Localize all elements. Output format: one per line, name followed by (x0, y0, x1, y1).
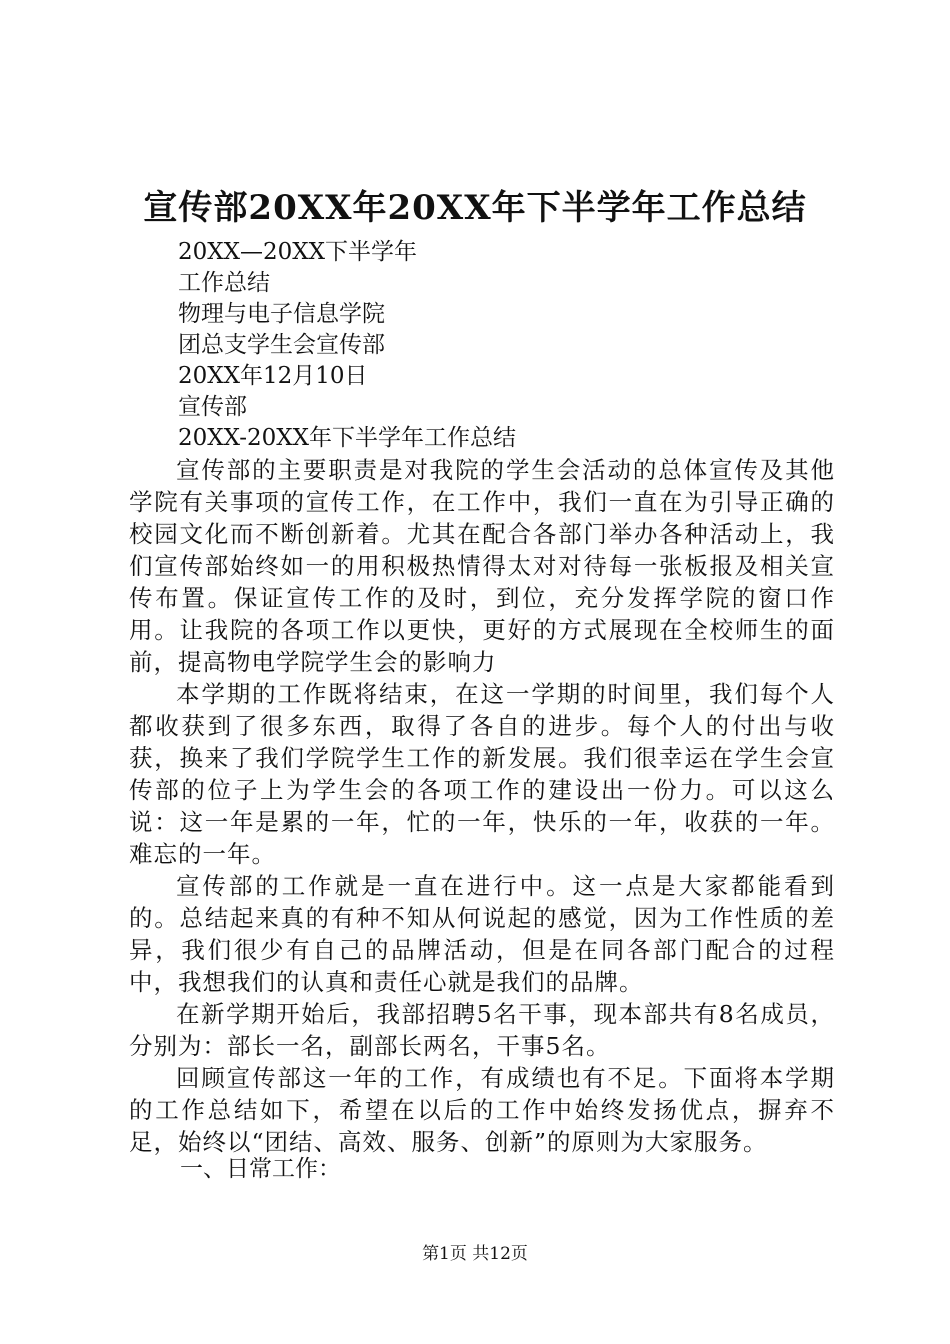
cover-line-college: 物理与电子信息学院 (178, 301, 385, 327)
section-heading-daily-work: 一、日常工作： (180, 1156, 341, 1182)
cover-block (178, 237, 778, 454)
cover-line-summary: 工作总结 (178, 270, 270, 296)
page-footer: 第1页 共12页 (422, 1244, 528, 1264)
cover-line-date: 20XX年12月10日 (178, 363, 368, 389)
cover-line-subtitle: 20XX-20XX年下半学年工作总结 (178, 425, 516, 451)
paragraph-members: 在新学期开始后，我部招聘5名干事，现本部共有8名成员，分别为：部长一名，副部长两名，干事5名。 (129, 1000, 835, 1060)
paragraph-semester: 本学期的工作既将结束，在这一学期的时间里，我们每个人都收获到了很多东西，取得了各自的进步。每个人的付出与收获，换来了我们学院学生工作的新发展。我们很幸运在学生会宣传部的位子上为学生会的各项工作的建设出一份力。可以这么说：这一年是累的一年，忙的一年，快乐的一年，收获的一年。难忘的一年。 (129, 680, 835, 868)
cover-line-dept-name: 宣传部 (178, 394, 247, 420)
cover-line-term: 20XX—20XX下半学年 (178, 239, 418, 265)
paragraph-duties: 宣传部的主要职责是对我院的学生会活动的总体宣传及其他学院有关事项的宣传工作，在工作中，我们一直在为引导正确的校园文化而不断创新着。尤其在配合各部门举办各种活动上，我们宣传部始终如一的用积极热情得太对对待每一张板报及相关宣传布置。保证宣传工作的及时，到位，充分发挥学院的窗口作用。让我院的各项工作以更快，更好的方式展现在全校师生的面前，提高物电学院学生会的影响力 (129, 456, 835, 676)
cover-line-department: 团总支学生会宣传部 (178, 332, 385, 358)
paragraph-ongoing-work: 宣传部的工作就是一直在进行中。这一点是大家都能看到的。总结起来真的有种不知从何说起的感觉，因为工作性质的差异，我们很少有自己的品牌活动，但是在同各部门配合的过程中，我想我们的认真和责任心就是我们的品牌。 (129, 872, 835, 996)
document-body (129, 454, 835, 1158)
paragraph-review: 回顾宣传部这一年的工作，有成绩也有不足。下面将本学期的工作总结如下，希望在以后的工作中始终发扬优点，摒弃不足，始终以“团结、高效、服务、创新”的原则为大家服务。 (129, 1064, 835, 1156)
document-title: 宣传部20XX年20XX年下半学年工作总结 (143, 188, 807, 228)
